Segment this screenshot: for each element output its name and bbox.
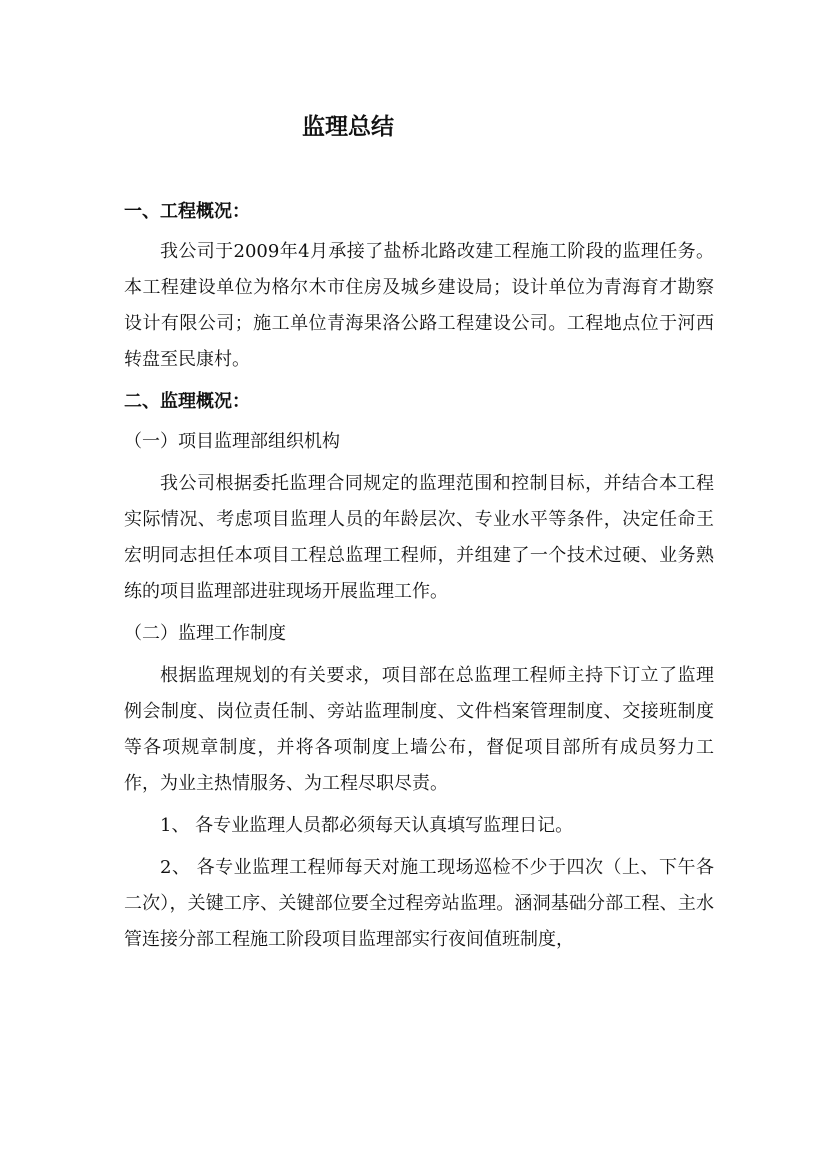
paragraph-overview: 我公司于2009年4月承接了盐桥北路改建工程施工阶段的监理任务。本工程建设单位为格尔木市住房及城乡建设局；设计单位为青海育才勘察设计有限公司；施工单位青海果洛公路工程建设公司。工程地点位于河西转盘至民康村。 [124,241,714,370]
sub-heading-organization: （一）项目监理部组织机构 [124,431,340,452]
list-item: 2、 各专业监理工程师每天对施工现场巡检不少于四次（上、下午各二次），关键工序、关键部位要全过程旁站监理。涵洞基础分部工程、主水管连接分部工程施工阶段项目监理部实行夜间值班制度， [124,857,714,950]
section-heading-supervision: 二、监理概况： [124,391,250,412]
sub-heading-work-system: （二）监理工作制度 [124,623,286,644]
section-heading-overview: 一、工程概况： [124,201,250,222]
paragraph-work-system: 根据监理规划的有关要求，项目部在总监理工程师主持下订立了监理例会制度、岗位责任制、旁站监理制度、文件档案管理制度、交接班制度等各项规章制度，并将各项制度上墙公布，督促项目部所有成员努力工作，为业主热情服务、为工程尽职尽责。 [124,665,714,794]
list-item: 1、 各专业监理人员都必须每天认真填写监理日记。 [160,815,574,836]
document-body [124,194,714,958]
document-title: 监理总结 [302,113,394,140]
paragraph-organization: 我公司根据委托监理合同规定的监理范围和控制目标，并结合本工程实际情况、考虑项目监理人员的年龄层次、专业水平等条件，决定任命王宏明同志担任本项目工程总监理工程师，并组建了一个技术过硬、业务熟练的项目监理部进驻现场开展监理工作。 [124,473,714,602]
